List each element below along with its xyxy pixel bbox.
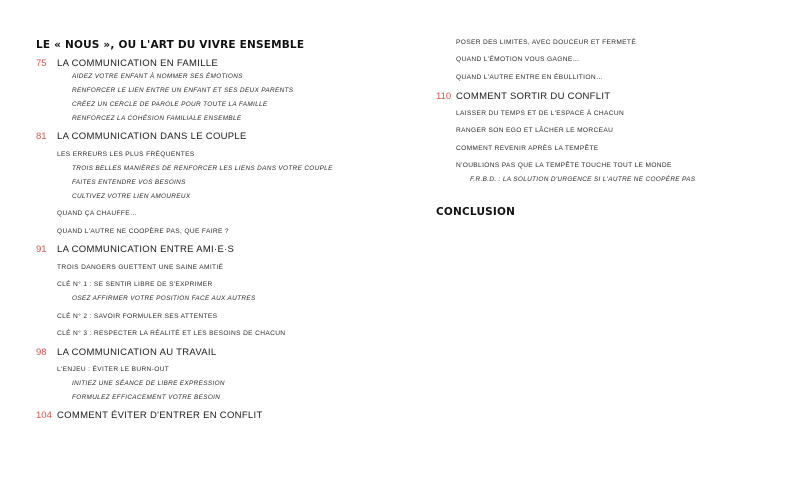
chapter-page-number: 104	[36, 410, 52, 421]
subsection-item: TROIS BELLES MANIÈRES DE RENFORCER LES LIENS DANS VOTRE COUPLE	[72, 165, 333, 172]
section-item: QUAND L'AUTRE ENTRE EN ÉBULLITION…	[456, 74, 603, 81]
subsection-item: F.R.B.D. : LA SOLUTION D'URGENCE SI L'AUTRE NE COOPÈRE PAS	[470, 176, 696, 183]
subsection-item: OSEZ AFFIRMER VOTRE POSITION FACE AUX AUTRES	[72, 295, 256, 302]
chapter-page-number: 98	[36, 347, 47, 358]
chapter-page-number: 81	[36, 131, 47, 142]
chapter-title: LA COMMUNICATION AU TRAVAIL	[57, 347, 217, 358]
subsection-item: FAITES ENTENDRE VOS BESOINS	[72, 179, 186, 186]
subsection-item: FORMULEZ EFFICACEMENT VOTRE BESOIN	[72, 394, 221, 401]
section-item: LAISSER DU TEMPS ET DE L'ESPACE À CHACUN	[456, 110, 625, 117]
section-item: TROIS DANGERS GUETTENT UNE SAINE AMITIÉ	[57, 264, 224, 271]
chapter-page-number: 110	[436, 91, 452, 102]
chapter-title: COMMENT SORTIR DU CONFLIT	[456, 91, 611, 102]
subsection-item: CULTIVEZ VOTRE LIEN AMOUREUX	[72, 193, 191, 200]
chapter-title: LA COMMUNICATION EN FAMILLE	[57, 58, 219, 69]
chapter-title: LA COMMUNICATION ENTRE AMI·E·S	[57, 244, 235, 255]
section-item: QUAND L'AUTRE NE COOPÈRE PAS, QUE FAIRE ?	[57, 228, 229, 235]
chapter-title: LA COMMUNICATION DANS LE COUPLE	[57, 131, 247, 142]
conclusion-heading: CONCLUSION	[436, 206, 516, 218]
chapter-page-number: 75	[36, 58, 47, 69]
chapter-title: COMMENT ÉVITER D'ENTRER EN CONFLIT	[57, 410, 263, 421]
subsection-item: RENFORCEZ LA COHÉSION FAMILIALE ENSEMBLE	[72, 115, 242, 122]
subsection-item: CRÉEZ UN CERCLE DE PAROLE POUR TOUTE LA FAMILLE	[72, 101, 268, 108]
section-item: QUAND ÇA CHAUFFE…	[57, 210, 137, 217]
section-item: RANGER SON EGO ET LÂCHER LE MORCEAU	[456, 127, 614, 134]
subsection-item: AIDEZ VOTRE ENFANT À NOMMER SES ÉMOTIONS	[72, 73, 243, 80]
subsection-item: RENFORCER LE LIEN ENTRE UN ENFANT ET SES DEUX PARENTS	[72, 87, 294, 94]
section-item: CLÉ N° 2 : SAVOIR FORMULER SES ATTENTES	[57, 313, 218, 320]
section-item: CLÉ N° 1 : SE SENTIR LIBRE DE S'EXPRIMER	[57, 281, 213, 288]
section-item: L'ENJEU : ÉVITER LE BURN-OUT	[57, 366, 170, 373]
chapter-page-number: 91	[36, 244, 47, 255]
part-title: LE « NOUS », OU L'ART DU VIVRE ENSEMBLE	[36, 39, 305, 51]
section-item: QUAND L'ÉMOTION VOUS GAGNE…	[456, 56, 580, 63]
section-item: LES ERREURS LES PLUS FRÉQUENTES	[57, 151, 195, 158]
section-item: N'OUBLIONS PAS QUE LA TEMPÊTE TOUCHE TOUT LE MONDE	[456, 162, 672, 169]
section-item: POSER DES LIMITES, AVEC DOUCEUR ET FERMETÉ	[456, 39, 637, 46]
subsection-item: INITIEZ UNE SÉANCE DE LIBRE EXPRESSION	[72, 380, 225, 387]
section-item: COMMENT REVENIR APRÈS LA TEMPÊTE	[456, 145, 599, 152]
section-item: CLÉ N° 3 : RESPECTER LA RÉALITÉ ET LES BESOINS DE CHACUN	[57, 330, 286, 337]
